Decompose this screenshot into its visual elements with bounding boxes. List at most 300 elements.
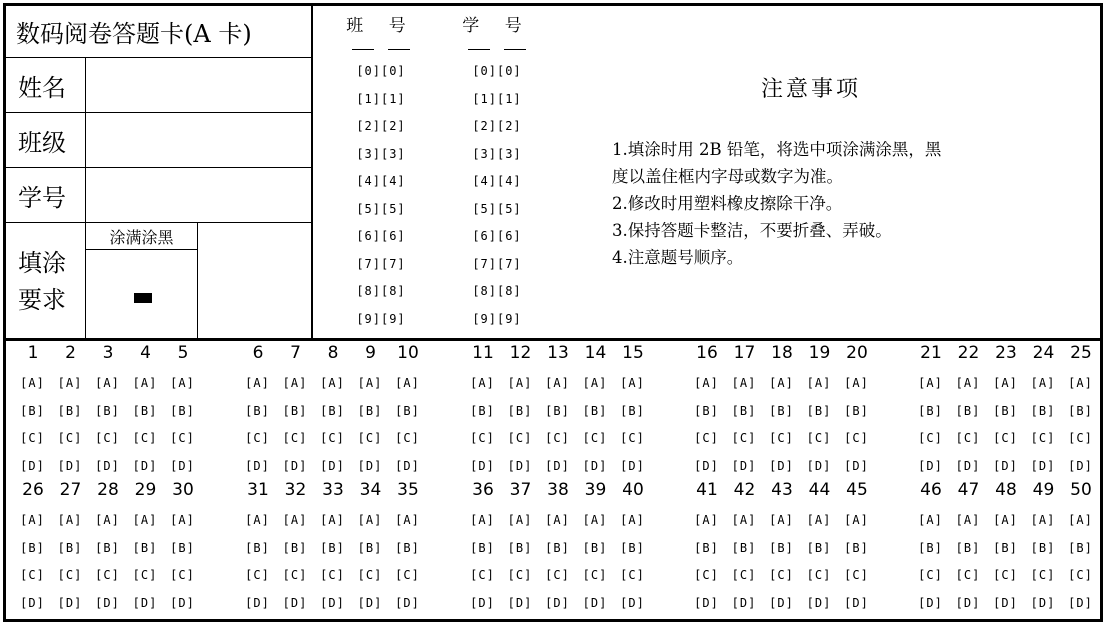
answer-bubble[interactable]: [C] [694,568,719,582]
question-number: 48 [995,480,1017,500]
answer-bubble[interactable]: [C] [844,568,869,582]
answer-bubble[interactable]: [D] [1030,458,1056,473]
answer-bubble[interactable]: [A] [357,513,383,527]
answer-bubble[interactable]: [D] [844,595,869,610]
fill-sample [86,223,198,338]
answer-bubble[interactable]: [B] [918,403,943,418]
answer-bubble[interactable]: [B] [170,540,195,555]
answer-bubble[interactable]: [B] [282,403,308,418]
answer-bubble[interactable]: [B] [694,540,719,555]
answer-bubble[interactable]: [B] [1068,540,1093,555]
class-number-digit-row[interactable]: [1][1] [356,91,406,106]
answer-bubble[interactable]: [B] [582,403,608,418]
answer-bubble[interactable]: [C] [582,568,608,582]
answer-bubble[interactable]: [B] [769,403,794,418]
answer-bubble[interactable]: [C] [955,431,981,445]
answer-bubble[interactable]: [C] [806,431,832,445]
answer-bubble[interactable]: [A] [282,513,308,527]
option-row [6,513,1100,533]
class-number-digit-row[interactable]: [0][0] [356,64,406,78]
fill-requirement-row [6,223,311,338]
answer-bubble[interactable]: [C] [132,431,158,445]
student-number-digit-row[interactable]: [5][5] [472,201,522,216]
answer-bubble[interactable]: [C] [844,431,869,445]
answer-bubble[interactable]: [D] [395,595,420,610]
answer-bubble[interactable]: [C] [955,568,981,582]
fill-label-line1: 填涂 [18,249,66,277]
question-number: 27 [59,480,82,500]
answer-bubble[interactable]: [A] [769,376,794,390]
answer-bubble[interactable]: [C] [245,568,270,582]
question-number: 25 [1070,343,1092,363]
answer-bubble[interactable]: [D] [620,595,645,610]
class-label: 班级 [6,113,86,167]
answer-bubble[interactable]: [B] [1030,403,1056,418]
answer-bubble[interactable]: [B] [357,540,383,555]
answer-bubble[interactable]: [A] [57,376,83,390]
answer-bubble[interactable]: [B] [132,540,158,555]
name-field[interactable] [88,58,311,112]
answer-bubble[interactable]: [A] [470,513,495,527]
answer-bubble[interactable]: [D] [20,458,45,473]
answer-bubble[interactable]: [B] [132,403,158,418]
answer-bubble[interactable]: [C] [470,431,495,445]
answer-bubble[interactable]: [A] [731,513,757,527]
answer-bubble[interactable]: [C] [470,568,495,582]
answer-bubble[interactable]: [B] [282,540,308,555]
answer-bubble[interactable]: [D] [57,595,83,610]
answer-bubble[interactable]: [D] [170,595,195,610]
answer-bubble[interactable]: [B] [844,403,869,418]
answer-bubble[interactable]: [A] [320,376,345,390]
answer-bubble[interactable]: [A] [806,376,832,390]
question-number: 36 [472,480,494,500]
class-row [6,113,311,168]
answer-bubble[interactable]: [A] [132,513,158,527]
answer-bubble[interactable]: [D] [620,458,645,473]
answer-bubble[interactable]: [B] [731,540,757,555]
answer-bubble[interactable]: [C] [582,431,608,445]
notes-title: 注意事项 [761,77,862,102]
answer-bubble[interactable]: [C] [357,568,383,582]
answer-bubble[interactable]: [B] [320,403,345,418]
fill-requirement-label [6,223,86,338]
answer-bubble[interactable]: [A] [844,513,869,527]
answer-bubble[interactable]: [C] [918,431,943,445]
name-label: 姓名 [6,58,86,112]
class-number-digit-row[interactable]: [2][2] [356,119,406,133]
question-number: 10 [397,343,419,363]
answer-bubble[interactable]: [B] [470,540,495,555]
question-number: 42 [733,480,756,500]
student-number-column [452,6,542,338]
answer-bubble[interactable]: [B] [357,403,383,418]
option-row [6,431,1100,451]
note-line-3: 2.修改时用塑料橡皮擦除干净。 [612,194,843,213]
answer-bubble[interactable]: [B] [769,540,794,555]
answer-bubble[interactable]: [C] [132,568,158,582]
answer-bubble[interactable]: [C] [395,568,420,582]
class-number-digit-row[interactable]: [5][5] [356,201,406,216]
question-number-row [6,480,1100,504]
question-number: 38 [547,480,569,500]
question-number: 21 [920,343,942,363]
fill-label-line2: 要求 [18,286,66,314]
answer-bubble[interactable]: [D] [993,595,1018,610]
filled-mark-example [134,293,152,303]
question-number: 47 [957,480,980,500]
question-number: 29 [134,480,157,500]
answer-bubble[interactable]: [D] [95,458,120,473]
answer-bubble[interactable]: [B] [57,540,83,555]
answer-bubble[interactable]: [A] [694,376,719,390]
answer-bubble[interactable]: [A] [582,513,608,527]
student-number-digit-row[interactable]: [7][7] [472,256,522,271]
answer-bubble[interactable]: [D] [1068,595,1093,610]
answer-bubble[interactable]: [A] [282,376,308,390]
question-number: 41 [696,480,718,500]
question-number: 5 [177,343,189,363]
answer-bubble[interactable]: [B] [20,403,45,418]
answer-bubble[interactable]: [C] [282,431,308,445]
answer-bubble[interactable]: [B] [245,403,270,418]
answer-bubble[interactable]: [D] [694,595,719,610]
answer-bubble[interactable]: [A] [357,376,383,390]
answer-bubble[interactable]: [D] [955,595,981,610]
answer-bubble[interactable]: [C] [731,568,757,582]
answer-bubble[interactable]: [D] [582,595,608,610]
answer-bubble[interactable]: [B] [57,403,83,418]
answer-bubble[interactable]: [A] [20,376,45,390]
answer-bubble[interactable]: [D] [1068,458,1093,473]
answer-bubble[interactable]: [C] [95,431,120,445]
answer-bubble[interactable]: [D] [844,458,869,473]
note-line-5: 4.注意题号顺序。 [612,248,744,267]
answer-bubble[interactable]: [C] [320,568,345,582]
question-number: 19 [808,343,831,363]
answer-bubble[interactable]: [D] [245,458,270,473]
answer-bubble[interactable]: [D] [545,458,570,473]
answer-bubble[interactable]: [B] [1068,403,1093,418]
answer-bubble[interactable]: [A] [245,376,270,390]
class-number-digit-row[interactable]: [9][9] [356,311,406,326]
class-number-digit-row[interactable]: [8][8] [356,284,406,298]
answer-bubble[interactable]: [B] [395,540,420,555]
student-number-digit-row[interactable]: [0][0] [472,64,522,78]
answer-bubble[interactable]: [B] [507,403,533,418]
answer-bubble[interactable]: [A] [395,513,420,527]
answer-bubble[interactable]: [C] [320,431,345,445]
answer-bubble[interactable]: [D] [57,458,83,473]
answer-bubble[interactable]: [D] [395,458,420,473]
answer-bubble[interactable]: [C] [620,568,645,582]
answer-bubble[interactable]: [A] [1030,513,1056,527]
student-number-digit-row[interactable]: [8][8] [472,284,522,298]
student-id-field[interactable] [88,168,311,222]
answer-bubble[interactable]: [C] [245,431,270,445]
question-number: 30 [172,480,194,500]
fill-sample-caption: 涂满涂黑 [86,223,197,250]
note-line-4: 3.保持答题卡整洁，不要折叠、弄破。 [612,221,892,240]
student-number-blanks[interactable] [452,36,542,50]
answer-bubble[interactable]: [B] [20,540,45,555]
answer-bubble[interactable]: [C] [170,431,195,445]
question-number: 37 [509,480,532,500]
answer-bubble[interactable]: [A] [95,513,120,527]
answer-bubble[interactable]: [D] [132,458,158,473]
answer-bubble[interactable]: [C] [1068,431,1093,445]
student-number-digit-row[interactable]: [4][4] [472,174,522,188]
answer-bubble[interactable]: [A] [955,376,981,390]
answer-bubble[interactable]: [B] [320,540,345,555]
answer-bubble[interactable]: [D] [806,458,832,473]
question-number: 35 [397,480,419,500]
answer-bubble[interactable]: [C] [57,568,83,582]
answer-bubble[interactable]: [A] [806,513,832,527]
answer-bubble[interactable]: [A] [844,376,869,390]
answer-bubble[interactable]: [B] [470,403,495,418]
answer-bubble[interactable]: [A] [170,513,195,527]
answer-bubble[interactable]: [C] [993,431,1018,445]
question-number: 12 [509,343,532,363]
answer-bubble[interactable]: [B] [918,540,943,555]
answer-bubble[interactable]: [A] [582,376,608,390]
student-number-digit-row[interactable]: [9][9] [472,311,522,326]
answer-bubble[interactable]: [D] [731,595,757,610]
option-row [6,541,1100,561]
answer-bubble[interactable]: [C] [806,568,832,582]
question-number: 50 [1070,480,1092,500]
question-number: 33 [322,480,344,500]
question-number: 4 [140,343,151,363]
student-number-digit-row[interactable]: [1][1] [472,91,522,106]
question-number: 8 [327,343,339,363]
student-info-panel [6,6,313,338]
answer-bubble[interactable]: [B] [955,403,981,418]
answer-bubble[interactable]: [B] [844,540,869,555]
answer-bubble[interactable]: [A] [395,376,420,390]
answer-bubble[interactable]: [D] [918,458,943,473]
answer-bubble[interactable]: [C] [507,431,533,445]
answer-bubble[interactable]: [D] [993,458,1018,473]
answer-bubble[interactable]: [C] [993,568,1018,582]
answer-bubble[interactable]: [C] [395,431,420,445]
answer-bubble[interactable]: [A] [320,513,345,527]
answer-bubble[interactable]: [D] [694,458,719,473]
student-number-digit-row[interactable]: [6][6] [472,229,522,243]
answer-bubble[interactable]: [A] [545,513,570,527]
answer-bubble[interactable]: [C] [769,568,794,582]
answer-bubble[interactable]: [C] [57,431,83,445]
answer-bubble[interactable]: [A] [1068,513,1093,527]
answer-bubble[interactable]: [A] [694,513,719,527]
answer-bubble[interactable]: [C] [1030,431,1056,445]
answer-bubble[interactable]: [A] [769,513,794,527]
answer-bubble[interactable]: [D] [806,595,832,610]
answer-bubble[interactable]: [D] [95,595,120,610]
answer-bubble[interactable]: [C] [170,568,195,582]
answer-sheet [3,3,1103,622]
answer-bubble[interactable]: [C] [20,431,45,445]
answer-bubble[interactable]: [D] [582,458,608,473]
answer-bubble[interactable]: [B] [806,403,832,418]
answer-bubble[interactable]: [D] [282,595,308,610]
answer-bubble[interactable]: [D] [1030,595,1056,610]
answer-bubble[interactable]: [B] [694,403,719,418]
answer-bubble[interactable]: [A] [170,376,195,390]
class-number-digit-row[interactable]: [3][3] [356,146,406,161]
answer-bubble[interactable]: [D] [507,595,533,610]
answer-bubble[interactable]: [D] [955,458,981,473]
answer-bubble[interactable]: [D] [731,458,757,473]
answer-bubble[interactable]: [D] [132,595,158,610]
question-number: 18 [771,343,793,363]
answer-bubble[interactable]: [A] [993,376,1018,390]
answer-bubble[interactable]: [B] [507,540,533,555]
note-line-2: 度以盖住框内字母或数字为准。 [612,167,843,186]
answer-bubble[interactable]: [B] [545,403,570,418]
answer-bubble[interactable]: [B] [993,540,1018,555]
student-number-digit-row[interactable]: [3][3] [472,146,522,161]
student-number-heading: 学 号 [462,16,532,36]
answer-bubble[interactable]: [D] [545,595,570,610]
answer-bubble[interactable]: [D] [320,458,345,473]
answer-bubble[interactable]: [B] [95,540,120,555]
question-number: 44 [808,480,831,500]
answer-bubble[interactable]: [B] [731,403,757,418]
answer-bubble[interactable]: [D] [357,458,383,473]
class-number-digit-row[interactable]: [7][7] [356,256,406,271]
answer-bubble[interactable]: [D] [769,458,794,473]
answer-bubble[interactable]: [C] [769,431,794,445]
answer-bubble[interactable]: [B] [806,540,832,555]
question-number: 16 [696,343,718,363]
class-field[interactable] [88,113,311,167]
answer-bubble[interactable]: [A] [918,376,943,390]
question-number: 9 [365,343,376,363]
question-number-row [6,343,1100,367]
question-number: 13 [547,343,569,363]
question-number: 28 [97,480,119,500]
question-number: 2 [65,343,76,363]
answer-bubble[interactable]: [D] [507,458,533,473]
answer-bubble[interactable]: [B] [582,540,608,555]
answer-bubble[interactable]: [C] [282,568,308,582]
answer-bubble[interactable]: [C] [507,568,533,582]
answer-bubble[interactable]: [B] [993,403,1018,418]
answer-bubble[interactable]: [D] [918,595,943,610]
notes-section [606,6,1086,338]
answer-bubble[interactable]: [A] [731,376,757,390]
answer-bubble[interactable]: [A] [1030,376,1056,390]
class-number-digit-row[interactable]: [4][4] [356,174,406,188]
answer-bubble[interactable]: [C] [20,568,45,582]
answer-bubble[interactable]: [A] [545,376,570,390]
answer-bubble[interactable]: [D] [170,458,195,473]
answer-bubble[interactable]: [D] [245,595,270,610]
answer-bubble[interactable]: [A] [245,513,270,527]
answer-bubble[interactable]: [A] [993,513,1018,527]
answer-bubble[interactable]: [B] [245,540,270,555]
answer-bubble[interactable]: [B] [170,403,195,418]
answer-bubble[interactable]: [D] [20,595,45,610]
student-number-digit-row[interactable]: [2][2] [472,119,522,133]
class-number-heading: 班 号 [346,16,416,36]
answer-bubble[interactable]: [B] [955,540,981,555]
question-number: 17 [733,343,756,363]
answer-bubble[interactable]: [B] [1030,540,1056,555]
answer-bubble[interactable]: [B] [620,403,645,418]
question-number: 1 [27,343,39,363]
class-number-blanks[interactable] [336,36,426,50]
answer-bubble[interactable]: [C] [545,431,570,445]
question-number: 23 [995,343,1017,363]
option-row [6,459,1100,479]
answer-bubble[interactable]: [A] [95,376,120,390]
question-number: 31 [247,480,269,500]
answer-bubble[interactable]: [D] [357,595,383,610]
answer-bubble[interactable]: [A] [507,376,533,390]
answer-bubble[interactable]: [C] [545,568,570,582]
question-number: 7 [290,343,301,363]
question-number: 43 [771,480,793,500]
answer-bubble[interactable]: [C] [694,431,719,445]
answer-bubble[interactable]: [C] [620,431,645,445]
header-section [6,6,1100,341]
question-number: 32 [284,480,307,500]
answer-bubble[interactable]: [A] [918,513,943,527]
answer-bubble[interactable]: [C] [918,568,943,582]
question-number: 49 [1032,480,1055,500]
answer-bubble[interactable]: [B] [545,540,570,555]
answer-bubble[interactable]: [A] [132,376,158,390]
class-number-digit-row[interactable]: [6][6] [356,229,406,243]
question-number: 15 [622,343,644,363]
answer-bubble[interactable]: [A] [470,376,495,390]
answer-bubble[interactable]: [C] [95,568,120,582]
answer-bubble[interactable]: [D] [769,595,794,610]
student-id-row [6,168,311,223]
option-row [6,376,1100,396]
answer-bubble[interactable]: [C] [1030,568,1056,582]
answer-bubble[interactable]: [A] [620,513,645,527]
answer-bubble[interactable]: [D] [282,458,308,473]
answer-bubble[interactable]: [A] [955,513,981,527]
answer-bubble[interactable]: [B] [620,540,645,555]
question-number: 6 [252,343,264,363]
answer-bubble[interactable]: [A] [20,513,45,527]
answer-bubble[interactable]: [B] [95,403,120,418]
answer-bubble[interactable]: [C] [1068,568,1093,582]
answer-bubble[interactable]: [D] [470,595,495,610]
answer-bubble[interactable]: [A] [620,376,645,390]
answer-bubble[interactable]: [A] [1068,376,1093,390]
question-number: 46 [920,480,942,500]
option-row [6,568,1100,588]
student-id-label: 学号 [6,168,86,222]
answer-bubble[interactable]: [A] [507,513,533,527]
answer-bubble[interactable]: [D] [320,595,345,610]
option-row [6,404,1100,424]
option-row [6,596,1100,616]
answer-bubble[interactable]: [D] [470,458,495,473]
answer-bubble[interactable]: [C] [731,431,757,445]
answer-bubble[interactable]: [C] [357,431,383,445]
question-number: 11 [472,343,494,363]
note-line-1: 1.填涂时用 2B 铅笔，将选中项涂满涂黑，黑 [612,140,942,159]
answer-bubble[interactable]: [B] [395,403,420,418]
answer-bubble[interactable]: [A] [57,513,83,527]
